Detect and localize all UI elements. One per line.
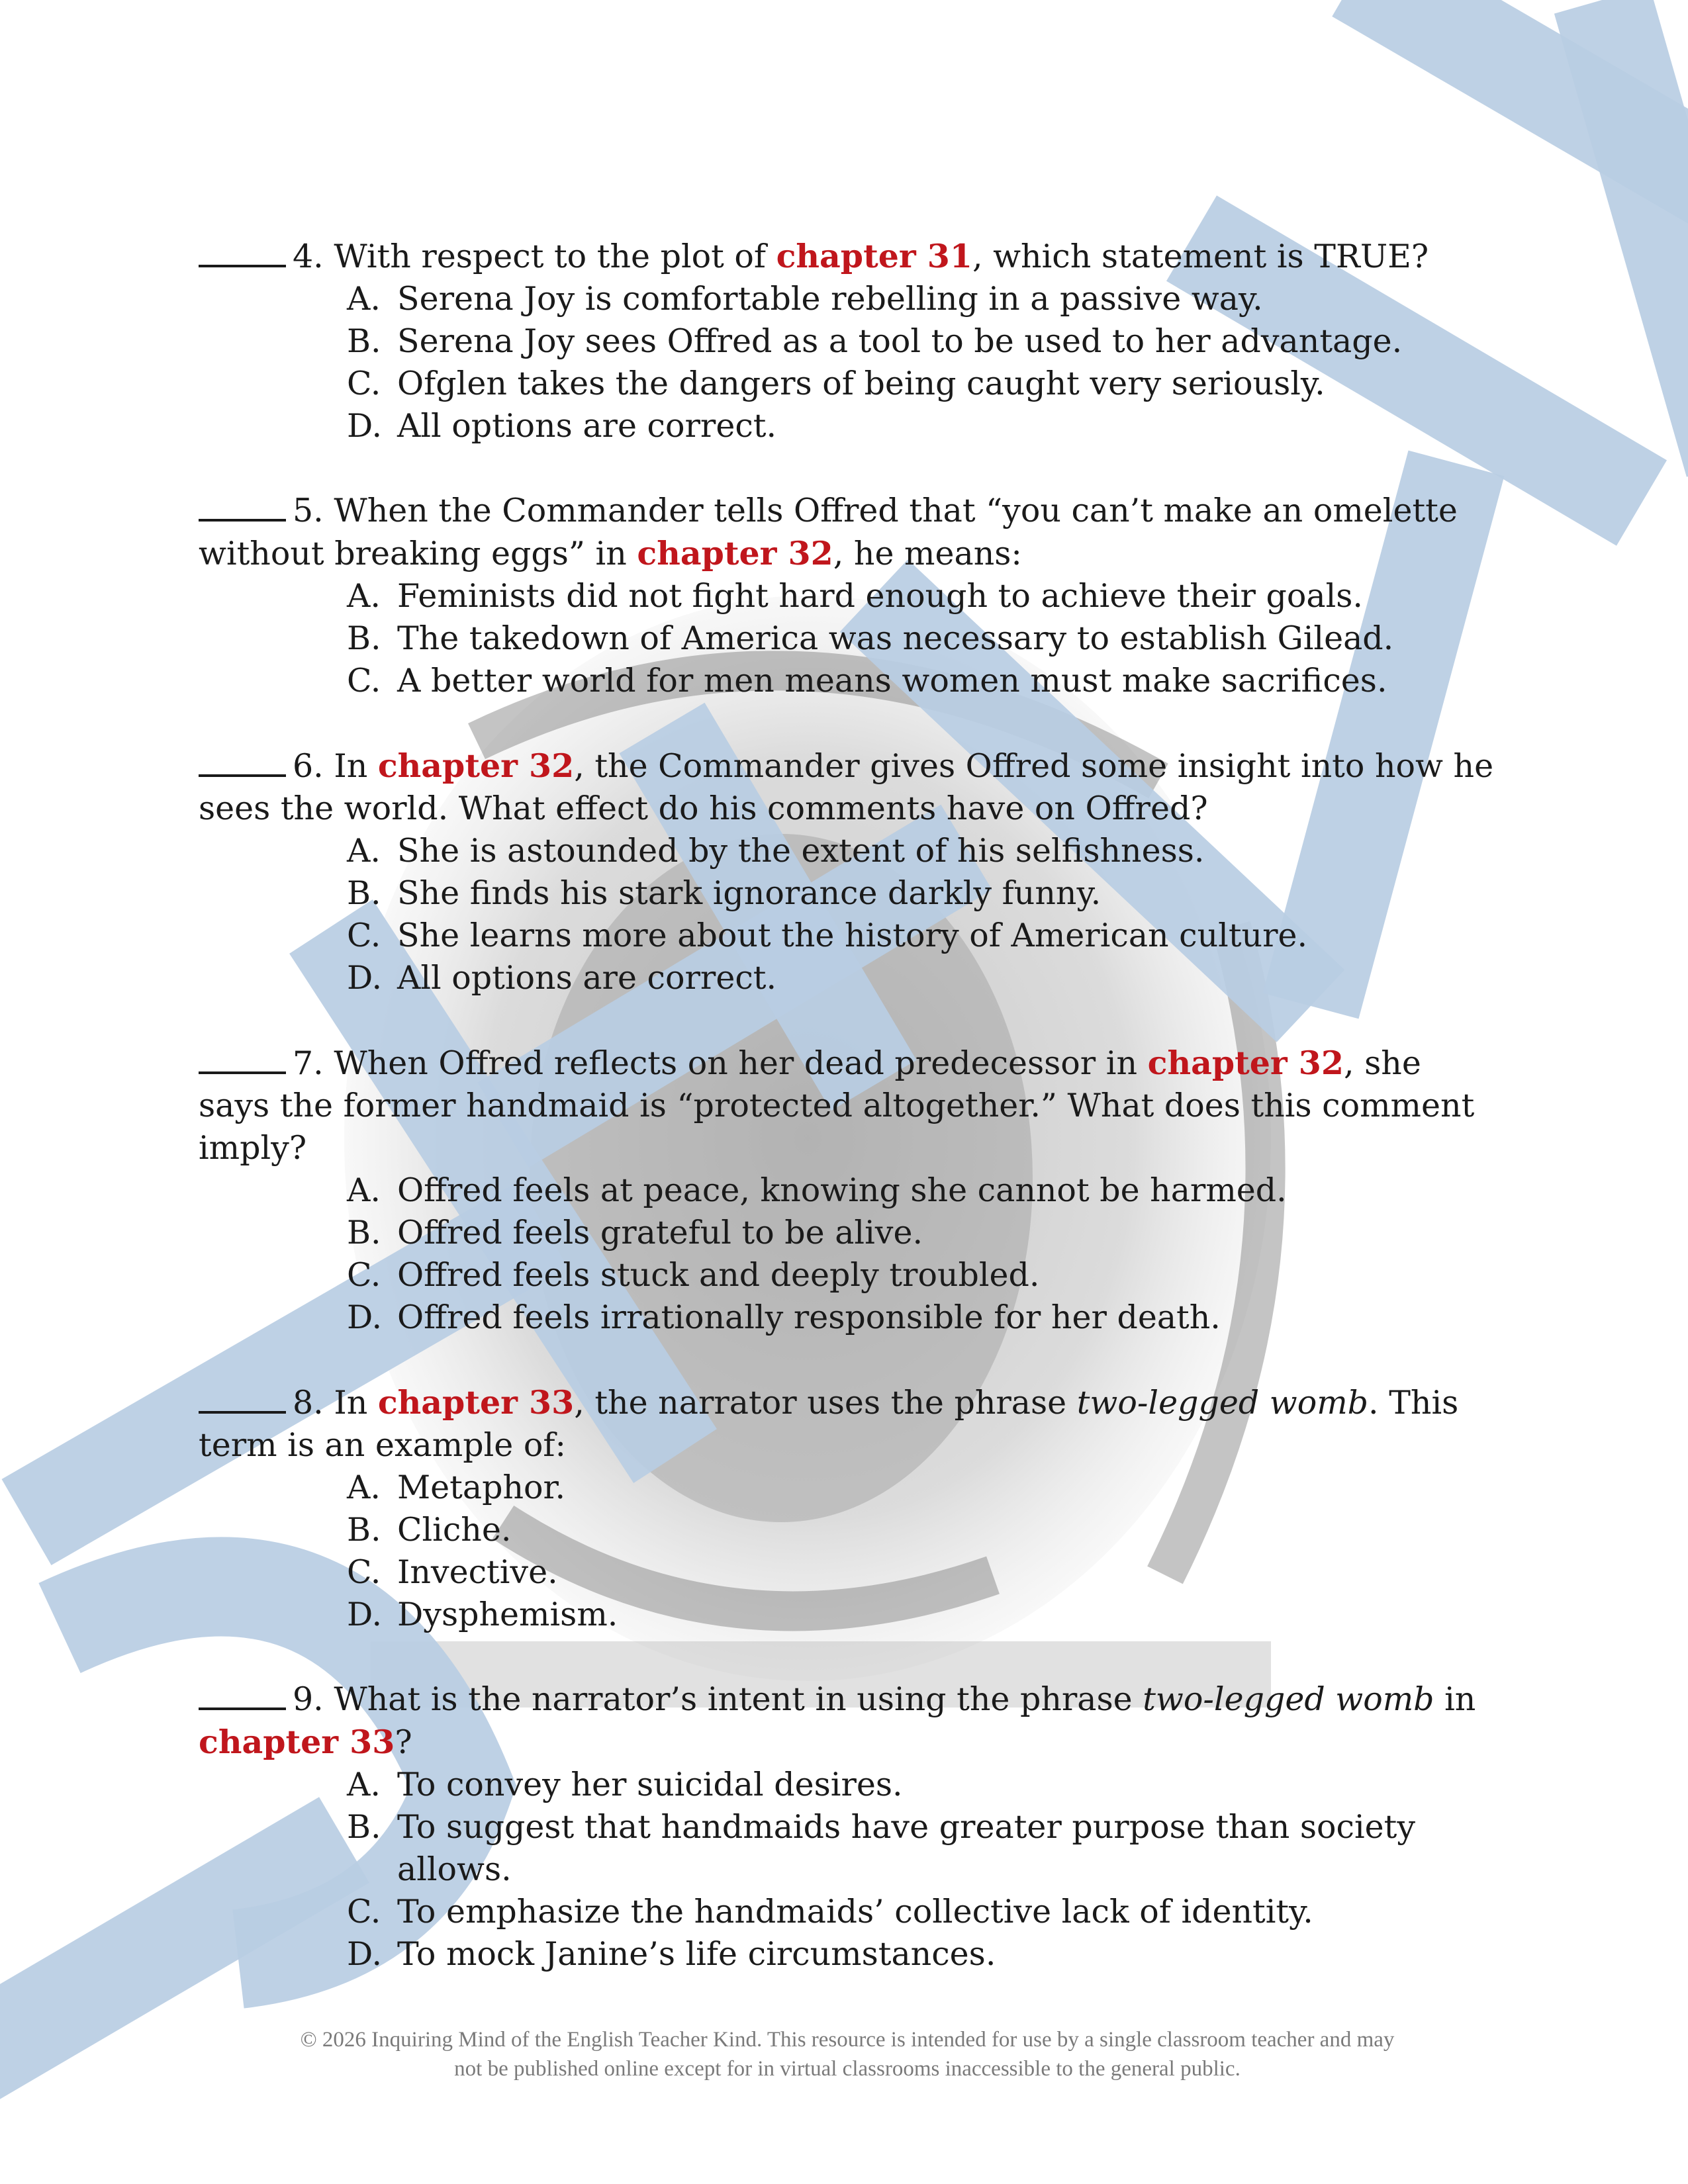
answer-option — [347, 660, 1496, 702]
answer-option — [347, 1933, 1496, 1976]
option-letter: B. — [347, 1214, 381, 1251]
option-letter: C. — [347, 1893, 381, 1931]
option-letter: D. — [347, 959, 383, 997]
option-letter: B. — [347, 619, 381, 657]
quiz-questions — [199, 235, 1496, 2018]
footer-line-1: © 2026 Inquiring Mind of the English Teacher Kind. This resource is intended for use by a single classroom teacher and may — [300, 2028, 1395, 2052]
option-text: She finds his stark ignorance darkly funny. — [397, 874, 1102, 912]
answer-blank[interactable] — [199, 236, 286, 267]
answer-blank[interactable] — [199, 745, 286, 777]
answer-option — [347, 830, 1496, 872]
question-stem — [199, 235, 1496, 278]
option-letter: D. — [347, 1298, 383, 1336]
option-letter: B. — [347, 1808, 381, 1846]
chapter-reference: chapter 32 — [377, 747, 575, 785]
option-letter: C. — [347, 1553, 381, 1591]
question-stem — [199, 1042, 1496, 1169]
option-text: To convey her suicidal desires. — [397, 1766, 903, 1803]
option-text: Offred feels stuck and deeply troubled. — [397, 1256, 1040, 1294]
option-text: The takedown of America was necessary to establish Gilead. — [397, 619, 1394, 657]
chapter-reference: chapter 32 — [1147, 1044, 1344, 1082]
question-number: 9. — [293, 1680, 324, 1718]
question-text: With respect to the plot of — [334, 238, 776, 275]
answer-options — [199, 1169, 1496, 1339]
option-letter: C. — [347, 917, 381, 954]
option-text: Serena Joy is comfortable rebelling in a passive way. — [397, 280, 1263, 318]
option-letter: B. — [347, 322, 381, 360]
question-number: 6. — [293, 747, 324, 785]
chapter-reference: chapter 31 — [776, 237, 972, 275]
chapter-reference: chapter 32 — [637, 534, 833, 572]
option-text: Offred feels irrationally responsible for her death. — [397, 1298, 1221, 1336]
option-text: Serena Joy sees Offred as a tool to be used to her advantage. — [397, 322, 1403, 360]
answer-option — [347, 1254, 1496, 1297]
option-letter: A. — [347, 832, 381, 870]
option-letter: D. — [347, 407, 383, 445]
option-letter: A. — [347, 577, 381, 615]
question-stem — [199, 1381, 1496, 1467]
question-stem — [199, 1678, 1496, 1764]
question-item — [199, 1042, 1496, 1339]
question-text: In — [334, 747, 378, 785]
question-item — [199, 490, 1496, 702]
question-stem — [199, 745, 1496, 830]
answer-option — [347, 1509, 1496, 1551]
option-letter: A. — [347, 1171, 381, 1209]
answer-option — [347, 1551, 1496, 1594]
question-text: When Offred reflects on her dead predecessor in — [334, 1044, 1148, 1082]
chapter-reference: chapter 33 — [199, 1723, 395, 1761]
question-item — [199, 1678, 1496, 1976]
question-text: . This term is an example of: — [199, 1384, 1459, 1464]
answer-options — [199, 278, 1496, 447]
option-letter: B. — [347, 874, 381, 912]
option-letter: C. — [347, 365, 381, 402]
option-text: To mock Janine’s life circumstances. — [397, 1935, 996, 1973]
answer-options — [199, 830, 1496, 999]
option-text: All options are correct. — [397, 407, 777, 445]
answer-option — [347, 957, 1496, 999]
answer-option — [347, 1806, 1496, 1891]
question-item — [199, 745, 1496, 999]
answer-option — [347, 1594, 1496, 1636]
answer-option — [347, 1891, 1496, 1933]
option-letter: C. — [347, 1256, 381, 1294]
question-text: What is the narrator’s intent in using the phrase — [334, 1680, 1143, 1718]
question-number: 8. — [293, 1384, 324, 1422]
option-text: Offred feels at peace, knowing she cannot be harmed. — [397, 1171, 1287, 1209]
answer-option — [347, 320, 1496, 363]
question-text: ? — [395, 1723, 412, 1761]
option-text: Offred feels grateful to be alive. — [397, 1214, 923, 1251]
answer-option — [347, 363, 1496, 405]
answer-blank[interactable] — [199, 1382, 286, 1414]
option-letter: A. — [347, 280, 381, 318]
answer-option — [347, 915, 1496, 957]
option-letter: D. — [347, 1596, 383, 1633]
option-letter: B. — [347, 1511, 381, 1549]
answer-option — [347, 278, 1496, 320]
question-text: , which statement is TRUE? — [972, 238, 1429, 275]
footer-line-2: not be published online except for in virtual classrooms inaccessible to the general public. — [454, 2057, 1241, 2081]
option-text: A better world for men means women must make sacrifices. — [397, 662, 1387, 700]
option-text: Metaphor. — [397, 1469, 566, 1506]
question-stem — [199, 490, 1496, 575]
option-text: Cliche. — [397, 1511, 512, 1549]
option-letter: D. — [347, 1935, 383, 1973]
question-text: , he means: — [833, 535, 1022, 572]
answer-options — [199, 1764, 1496, 1976]
italic-phrase: two-legged womb — [1076, 1384, 1369, 1422]
answer-blank[interactable] — [199, 490, 286, 522]
question-text: In — [334, 1384, 378, 1422]
answer-option — [347, 1169, 1496, 1212]
option-text: She is astounded by the extent of his selfishness. — [397, 832, 1205, 870]
question-text: , she says the former handmaid is “protected altogether.” What does this comment imply? — [199, 1044, 1475, 1167]
option-letter: A. — [347, 1766, 381, 1803]
question-number: 4. — [293, 238, 324, 275]
answer-blank[interactable] — [199, 1042, 286, 1074]
answer-option — [347, 405, 1496, 447]
option-letter: C. — [347, 662, 381, 700]
option-text: Feminists did not fight hard enough to achieve their goals. — [397, 577, 1363, 615]
answer-option — [347, 1297, 1496, 1339]
answer-option — [347, 575, 1496, 617]
question-text: When the Commander tells Offred that “you can’t make an omelette without breaking eggs” in — [199, 492, 1458, 572]
question-item — [199, 1381, 1496, 1636]
question-text: , the Commander gives Offred some insight into how he sees the world. What effect do his comments have on Offred? — [199, 747, 1494, 827]
option-text: All options are correct. — [397, 959, 777, 997]
answer-options — [199, 575, 1496, 702]
option-text: To suggest that handmaids have greater purpose than society allows. — [397, 1808, 1416, 1888]
question-item — [199, 235, 1496, 447]
question-text: in — [1434, 1680, 1476, 1718]
answer-option — [347, 1467, 1496, 1509]
option-letter: A. — [347, 1469, 381, 1506]
answer-options — [199, 1467, 1496, 1636]
answer-option — [347, 1764, 1496, 1806]
option-text: Invective. — [397, 1553, 558, 1591]
answer-option — [347, 872, 1496, 915]
question-number: 5. — [293, 492, 324, 529]
question-text: , the narrator uses the phrase — [574, 1384, 1077, 1422]
answer-option — [347, 617, 1496, 660]
copyright-footer — [199, 2025, 1496, 2083]
answer-option — [347, 1212, 1496, 1254]
option-text: Dysphemism. — [397, 1596, 618, 1633]
question-number: 7. — [293, 1044, 324, 1082]
answer-blank[interactable] — [199, 1678, 286, 1710]
italic-phrase: two-legged womb — [1143, 1680, 1434, 1718]
option-text: Ofglen takes the dangers of being caught very seriously. — [397, 365, 1325, 402]
option-text: She learns more about the history of American culture. — [397, 917, 1308, 954]
chapter-reference: chapter 33 — [377, 1383, 575, 1422]
option-text: To emphasize the handmaids’ collective lack of identity. — [397, 1893, 1313, 1931]
